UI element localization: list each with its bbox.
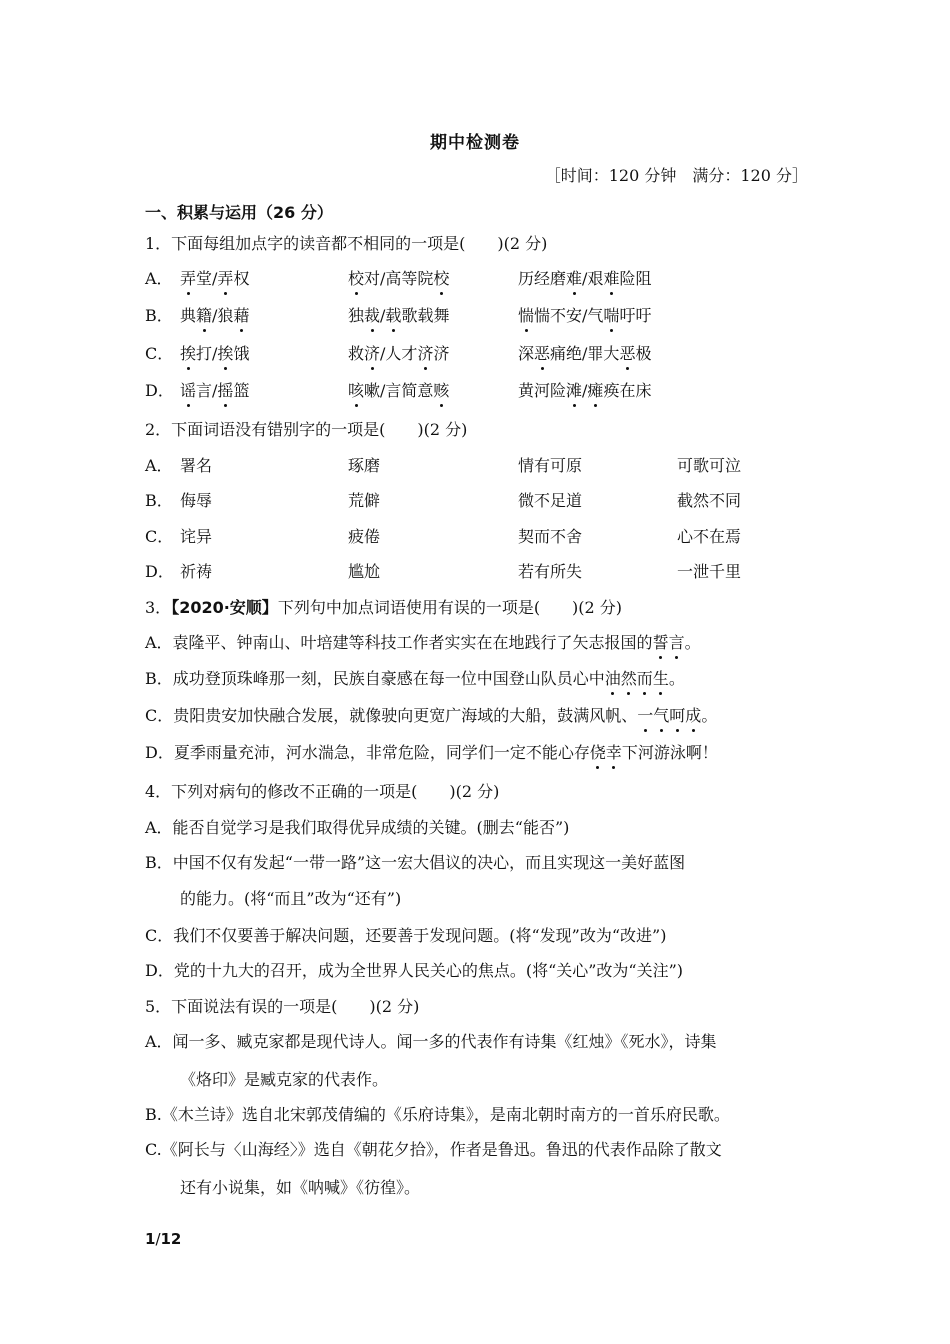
q2-option-d-col1: 祈祷 [180, 562, 213, 581]
q2-option-c-col4: 心不在焉 [677, 527, 742, 546]
q2-option-b-label: B． [145, 491, 173, 510]
q2-option-a-col3: 情有可原 [518, 456, 583, 475]
q2-option-c-col1: 诧异 [180, 527, 213, 546]
q4-option-d: D．党的十九大的召开，成为全世界人民关心的焦点。(将“关心”改为“关注”) [145, 961, 684, 980]
q2-option-d-col2: 尴尬 [348, 562, 381, 581]
q5-stem: 5．下面说法有误的一项是( )(2 分) [145, 997, 420, 1016]
q1-option-d-label: D． [145, 381, 174, 400]
q2-option-c-col2: 疲倦 [348, 527, 381, 546]
q3-option-c: C．贵阳贵安加快融合发展，就像驶向更宽广海域的大船，鼓满风帆、一气呵成。 [145, 706, 718, 725]
q2-option-b-col1: 侮辱 [180, 491, 213, 510]
q3-stem [145, 598, 622, 618]
q1-option-a-col2: 校对/高等院校 [348, 269, 450, 288]
q3-option-c-dotted: 一气呵成 [637, 706, 702, 725]
q3-stem-text: 下列句中加点词语使用有误的一项是( )(2 分) [277, 598, 623, 617]
q1-option-b-label: B． [145, 306, 173, 325]
q4-option-b-line2: 的能力。(将“而且”改为“还有”) [180, 889, 402, 908]
q3-source: 【2020·安顺】 [171, 598, 278, 617]
q1-option-d-col1: 谣言/摇篮 [180, 381, 250, 400]
q1-option-b-col3: 惴惴不安/气喘吁吁 [518, 306, 652, 325]
q3-number: 3． [145, 598, 172, 617]
q2-option-a-col2: 琢磨 [348, 456, 381, 475]
q2-option-d-col4: 一泄千里 [677, 562, 742, 581]
q1-option-a-col1: 弄堂/弄权 [180, 269, 250, 288]
q5-option-a-line2: 《烙印》是臧克家的代表作。 [180, 1070, 389, 1089]
q4-option-a: A．能否自觉学习是我们取得优异成绩的关键。(删去“能否”) [145, 818, 570, 837]
q3-option-a: A．袁隆平、钟南山、叶培建等科技工作者实实在在地践行了矢志报国的誓言。 [145, 633, 701, 652]
q2-option-d-col3: 若有所失 [518, 562, 583, 581]
page-number [145, 1230, 181, 1248]
q1-option-c-col3: 深恶痛绝/罪大恶极 [518, 344, 652, 363]
q2-option-b-col2: 荒僻 [348, 491, 381, 510]
q2-option-c-label: C． [145, 527, 174, 546]
q1-option-c-col2: 救济/人才济济 [348, 344, 450, 363]
q5-option-c-line1: C.《阿长与〈山海经〉》选自《朝花夕拾》，作者是鲁迅。鲁迅的代表作品除了散文 [145, 1140, 722, 1159]
q3-option-b: B．成功登顶珠峰那一刻，民族自豪感在每一位中国登山队员心中油然而生。 [145, 669, 685, 688]
q4-option-b-line1: B．中国不仅有发起“一带一路”这一宏大倡议的决心，而且实现这一美好蓝图 [145, 853, 686, 872]
q1-option-b-col1: 典籍/狼藉 [180, 306, 250, 325]
exam-time-score: ［时间：120 分钟 满分：120 分］ [544, 166, 808, 185]
q5-option-c-line2: 还有小说集，如《呐喊》《彷徨》。 [180, 1178, 421, 1197]
q2-option-d-label: D． [145, 562, 174, 581]
page-total: 12 [160, 1230, 182, 1248]
q3-option-d: D．夏季雨量充沛，河水湍急，非常危险，同学们一定不能心存侥幸下河游泳啊！ [145, 743, 718, 762]
page-separator: / [155, 1230, 161, 1248]
q1-option-d-col3: 黄河险滩/瘫痪在床 [518, 381, 652, 400]
q2-option-a-label: A． [145, 456, 173, 475]
q3-option-a-dotted: 誓言 [652, 633, 685, 652]
q1-option-c-col1: 挨打/挨饿 [180, 344, 250, 363]
q2-option-a-col1: 署名 [180, 456, 213, 475]
q2-option-b-col4: 截然不同 [677, 491, 742, 510]
section-heading: 一、积累与运用（26 分） [145, 203, 333, 222]
q2-option-a-col4: 可歌可泣 [677, 456, 742, 475]
q3-option-b-dotted: 油然而生 [604, 669, 669, 688]
q2-option-c-col3: 契而不舍 [518, 527, 583, 546]
page-title: 期中检测卷 [430, 133, 520, 153]
q1-option-a-label: A． [145, 269, 173, 288]
q3-option-d-dotted: 侥幸 [589, 743, 622, 762]
q1-option-c-label: C． [145, 344, 174, 363]
q2-stem: 2．下面词语没有错别字的一项是( )(2 分) [145, 420, 468, 439]
q1-option-a-col3: 历经磨难/艰难险阻 [518, 269, 652, 288]
q5-option-b: B.《木兰诗》选自北宋郭茂倩编的《乐府诗集》，是南北朝时南方的一首乐府民歌。 [145, 1105, 730, 1124]
q1-option-d-col2: 咳嗽/言简意赅 [348, 381, 450, 400]
q4-option-c: C．我们不仅要善于解决问题，还要善于发现问题。(将“发现”改为“改进”) [145, 926, 667, 945]
q4-stem: 4．下列对病句的修改不正确的一项是( )(2 分) [145, 782, 500, 801]
q2-option-b-col3: 微不足道 [518, 491, 583, 510]
q5-option-a-line1: A．闻一多、臧克家都是现代诗人。闻一多的代表作有诗集《红烛》《死水》，诗集 [145, 1032, 717, 1051]
page-current: 1 [145, 1230, 156, 1248]
q1-stem: 1．下面每组加点字的读音都不相同的一项是( )(2 分) [145, 234, 548, 253]
q1-option-b-col2: 独裁/载歌载舞 [348, 306, 450, 325]
